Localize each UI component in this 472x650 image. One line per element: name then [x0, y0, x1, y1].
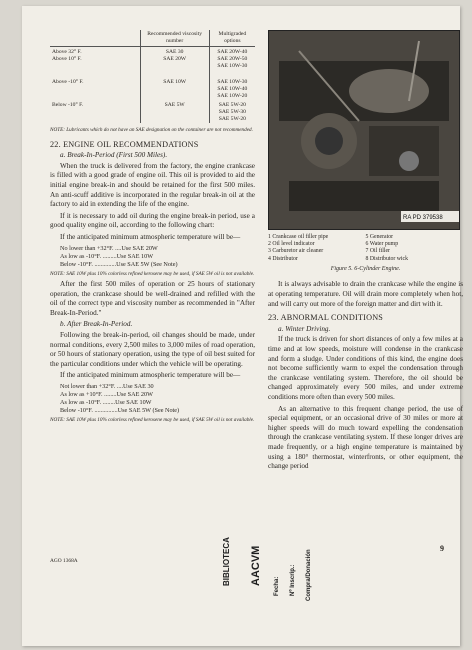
subsection-title: a. Winter Driving.: [278, 324, 331, 333]
table-cell-viscosity: SAE 20W: [140, 56, 209, 63]
paragraph: If the anticipated minimum atmospheric temperature will be—: [60, 371, 241, 380]
list-item: Not lower than +32°F. ....Use SAE 30: [60, 382, 154, 390]
section-title: 22. ENGINE OIL RECOMMENDATIONS: [50, 139, 199, 149]
table-cell-viscosity: SAE 30: [140, 47, 209, 71]
footer-code: AGO 1368A: [50, 558, 78, 564]
table-cell-options: SAE 5W-20 SAE 5W-30 SAE 5W-20: [209, 100, 255, 123]
engine-photo: [268, 30, 460, 230]
paragraph: If the anticipated minimum atmospheric temperature will be—: [60, 232, 241, 241]
library-stamp: Compra/Donación: [306, 549, 312, 601]
legend-item: 4 Distributor: [268, 255, 298, 262]
table-cell-condition: Below -10° F.: [52, 102, 84, 108]
table-cell-condition: Above -10° F.: [52, 79, 84, 85]
table-row: [50, 100, 255, 123]
list-item: As low as +10°F. ........Use SAE 20W: [60, 390, 153, 398]
legend-item: 5 Generator: [365, 234, 394, 240]
figure-caption: Figure 5. 6-Cylinder Engine.: [330, 265, 401, 272]
list-item: As low as -10°F. ........Use SAE 10W: [60, 398, 152, 406]
table-row: [50, 77, 255, 100]
table-row: [50, 70, 255, 77]
legend-item: 3 Carburetor air cleaner: [268, 248, 324, 255]
table-cell-condition: Above 32° F.: [52, 49, 82, 55]
list-item: Below -10°F. ...............Use SAE 5W (See Note): [60, 406, 180, 414]
paragraph: Following the break-in-period, oil changes should be made, under normal conditions, every 2,500 miles to 3,000 miles of road operation, or 50 hours of stationary operation, using the type of oil best suited for the particular conditions under which the vehicle will be operating.: [50, 330, 255, 368]
subsection-title: a. Break-In-Period (First 500 Miles).: [60, 151, 168, 160]
paragraph: When the truck is delivered from the factory, the engine crankcase is filled with a good grade of engine oil. This oil is provided to aid the initial engine break-in and should be retained for the first 500 miles. An anti-scuff additive is incorporated in the regular break-in oil at the factory to aid in extending the life of the engine.: [50, 161, 255, 209]
paragraph: After the first 500 miles of operation or 25 hours of stationary operation, the crankcase should be well-drained and refilled with the oil of the correct type and viscosity number as recommended in "After Break-In-Period.": [50, 279, 255, 317]
table-cell-viscosity: SAE 10W: [140, 77, 209, 100]
table-cell-options: SAE 10W-30 SAE 10W-40 SAE 10W-20: [209, 77, 255, 100]
document-page: [22, 6, 463, 646]
figure-stamp: RA PD 379538: [403, 215, 443, 221]
subsection-title: b. After Break-In-Period.: [60, 320, 133, 329]
paragraph: If the truck is driven for short distances of only a few miles at a time and at low speeds, moisture will condense in the crankcase and form a sludge. Under conditions of this kind, the engine does not become sufficiently warm to expel the condensation through the crankcase ventilating system. Therefore, the oil should be changed approximately every 500 miles, and under extreme conditions more often than every 500 miles.: [268, 335, 463, 401]
figure-legend: [268, 234, 463, 263]
engine-illustration: [269, 31, 459, 229]
list-item: Below -10°F. ..............Use SAE 5W (See Note): [60, 260, 178, 268]
legend-item: 6 Water pump: [365, 241, 399, 248]
paragraph: If it is necessary to add oil during the engine break-in period, use a good quality engine oil, according to the following chart:: [50, 211, 255, 230]
list-item: No lower than +32°F. ....Use SAE 20W: [60, 244, 158, 252]
table-cell-options: SAE 20W-40 SAE 20W-50 SAE 10W-30: [209, 47, 255, 71]
table-note: NOTE: Lubricants which do not have an SAE designation on the container are not recommended.: [50, 127, 253, 133]
list-item: As low as -10°F. .........Use SAE 10W: [60, 252, 154, 260]
section-title: 23. ABNORMAL CONDITIONS: [268, 313, 384, 323]
legend-item: 1 Crankcase oil filler pipe: [268, 234, 329, 240]
temperature-list: [60, 383, 255, 415]
temperature-list: [60, 245, 255, 269]
left-column: [50, 30, 255, 426]
paragraph: As an alternative to this frequent change period, the use of special equipment, or an occasional drive of 30 miles or more at higher speeds will do much toward expelling the condensation through the crankcase ventilating system. If these longer drives are made frequently, or a high engine temperature is maintained by using a 180° thermostat, winterfronts, or other equipment, the change period: [268, 404, 463, 471]
library-stamp: Nº Inscrip.:: [290, 564, 296, 596]
table-header-multigrade: Multigraded options: [209, 30, 255, 47]
note: NOTE: SAE 10W plus 10% colorless refined kerosene may be used, if SAE 5W oil is not available.: [50, 416, 255, 423]
library-stamp: BIBLIOTECA: [222, 537, 231, 586]
legend-item: 8 Distributor wick: [365, 255, 409, 262]
note: NOTE: SAE 10W plus 10% colorless refined kerosene may be used, if SAE 5W oil is not available.: [50, 270, 255, 277]
paragraph: It is always advisable to drain the crankcase while the engine is at operating temperature. Oil will drain more completely when hot, and will carry out more of the foreign matter and dirt with it.: [268, 280, 463, 308]
table-header-viscosity: Recommended viscosity number: [140, 30, 209, 47]
table-cell-condition: Above 10° F.: [52, 56, 82, 62]
page-number: 9: [440, 544, 444, 553]
legend-item: 7 Oil filler: [365, 248, 390, 255]
table-cell-viscosity: SAE 5W: [140, 100, 209, 123]
viscosity-table: [50, 30, 255, 123]
right-column: [268, 30, 463, 474]
library-stamp: Fecha:: [274, 576, 280, 596]
legend-item: 2 Oil level indicator: [268, 241, 315, 248]
library-stamp: AACVM: [250, 545, 262, 586]
